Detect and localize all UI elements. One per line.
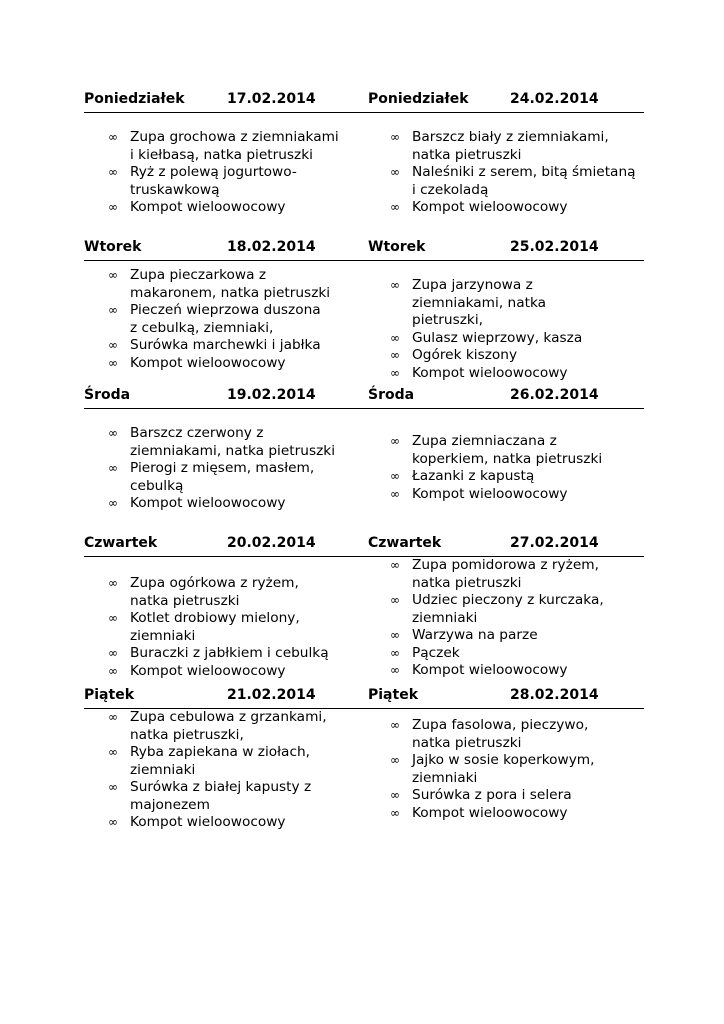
day-date: 19.02.2014	[227, 387, 316, 403]
menu-item: ∞ Kompot wieloowocowy	[108, 662, 286, 679]
day-row-tuesday	[84, 233, 644, 381]
day-header	[84, 529, 644, 557]
infinity-bullet-icon: ∞	[390, 434, 400, 448]
menu-item: ∞ Zupa jarzynowa z ziemniakami, natka pietruszki,	[390, 277, 547, 328]
infinity-bullet-icon: ∞	[390, 348, 400, 362]
menu-item: ∞ Buraczki z jabłkiem i cebulką	[108, 645, 329, 661]
day-row-monday	[84, 85, 644, 233]
infinity-bullet-icon: ∞	[108, 268, 118, 282]
infinity-bullet-icon: ∞	[108, 130, 118, 144]
infinity-bullet-icon: ∞	[108, 200, 118, 214]
infinity-bullet-icon: ∞	[108, 576, 118, 590]
day-name: Czwartek	[84, 535, 158, 551]
menu-item: ∞ Naleśniki z serem, bitą śmietaną i czekoladą	[390, 164, 636, 198]
infinity-bullet-icon: ∞	[390, 753, 400, 767]
day-menu-body	[84, 709, 644, 839]
menu-item: ∞ Surówka marchewki i jabłka	[108, 337, 321, 353]
day-row-thursday	[84, 529, 644, 681]
day-date: 20.02.2014	[227, 535, 316, 551]
menu-item: ∞ Warzywa na parze	[390, 627, 538, 643]
infinity-bullet-icon: ∞	[390, 558, 400, 572]
infinity-bullet-icon: ∞	[108, 745, 118, 759]
infinity-bullet-icon: ∞	[108, 303, 118, 317]
day-header	[84, 681, 644, 709]
infinity-bullet-icon: ∞	[390, 365, 400, 380]
day-header	[84, 381, 644, 409]
menu-column-right	[366, 557, 636, 680]
menu-item: ∞ Gulasz wieprzowy, kasza	[390, 329, 583, 346]
menu-item: ∞ Ryba zapiekana w ziołach, ziemniaki	[108, 744, 310, 778]
day-menu-body	[84, 557, 644, 681]
infinity-bullet-icon: ∞	[108, 496, 118, 510]
menu-table	[84, 85, 644, 839]
infinity-bullet-icon: ∞	[108, 461, 118, 475]
day-menu-body	[84, 261, 644, 381]
day-row-friday	[84, 681, 644, 839]
infinity-bullet-icon: ∞	[108, 426, 118, 440]
menu-column-right	[366, 433, 636, 503]
day-date: 27.02.2014	[510, 535, 599, 551]
infinity-bullet-icon: ∞	[108, 611, 118, 625]
menu-column-left	[84, 425, 354, 513]
infinity-bullet-icon: ∞	[390, 788, 400, 802]
menu-item: ∞ Udziec pieczony z kurczaka, ziemniaki	[390, 592, 604, 626]
day-name: Środa	[84, 387, 131, 403]
menu-column-right	[366, 129, 636, 217]
infinity-bullet-icon: ∞	[108, 780, 118, 794]
day-header	[84, 233, 644, 261]
menu-item: ∞ Zupa fasolowa, pieczywo, natka pietruszki	[390, 717, 589, 751]
infinity-bullet-icon: ∞	[108, 338, 118, 352]
menu-item: ∞ Zupa pomidorowa z ryżem, natka pietruszki	[390, 557, 599, 591]
infinity-bullet-icon: ∞	[390, 165, 400, 179]
infinity-bullet-icon: ∞	[108, 355, 118, 370]
menu-item: ∞ Jajko w sosie koperkowym, ziemniaki	[390, 752, 595, 786]
day-date: 28.02.2014	[510, 687, 599, 703]
infinity-bullet-icon: ∞	[390, 200, 400, 214]
day-row-wednesday	[84, 381, 644, 529]
menu-item: ∞ Surówka z pora i selera	[390, 787, 572, 803]
menu-item: ∞ Kompot wieloowocowy	[390, 804, 568, 821]
infinity-bullet-icon: ∞	[108, 815, 118, 829]
day-header	[84, 85, 644, 113]
menu-item: ∞ Zupa grochowa z ziemniakami i kiełbasą, natka pietruszki	[108, 129, 339, 163]
day-menu-body	[84, 409, 644, 529]
menu-item: ∞ Pączek	[390, 644, 460, 661]
day-name: Piątek	[84, 687, 135, 703]
infinity-bullet-icon: ∞	[390, 469, 400, 483]
menu-item: ∞ Kompot wieloowocowy	[390, 485, 568, 502]
infinity-bullet-icon: ∞	[108, 710, 118, 724]
menu-item: ∞ Kompot wieloowocowy	[390, 199, 568, 215]
day-date: 24.02.2014	[510, 91, 599, 107]
infinity-bullet-icon: ∞	[390, 645, 400, 660]
menu-item: ∞ Kompot wieloowocowy	[390, 364, 568, 381]
infinity-bullet-icon: ∞	[390, 593, 400, 607]
day-name: Środa	[368, 387, 415, 403]
menu-column-left	[84, 129, 354, 217]
day-date: 17.02.2014	[227, 91, 316, 107]
menu-item: ∞ Ryż z polewą jogurtowo-truskawkową	[108, 164, 297, 198]
infinity-bullet-icon: ∞	[108, 663, 118, 678]
infinity-bullet-icon: ∞	[390, 486, 400, 501]
menu-column-right	[366, 717, 636, 822]
menu-column-left	[84, 267, 354, 372]
day-date: 25.02.2014	[510, 239, 599, 255]
menu-item: ∞ Zupa ogórkowa z ryżem, natka pietruszki	[108, 575, 299, 609]
day-name: Piątek	[368, 687, 419, 703]
menu-column-right	[366, 277, 636, 382]
menu-column-left	[84, 709, 354, 832]
infinity-bullet-icon: ∞	[390, 330, 400, 345]
menu-item: ∞ Kotlet drobiowy mielony, ziemniaki	[108, 610, 300, 644]
menu-item: ∞ Barszcz czerwony z ziemniakami, natka pietruszki	[108, 425, 335, 459]
menu-item: ∞ Kompot wieloowocowy	[108, 495, 286, 511]
menu-item: ∞ Pieczeń wieprzowa duszona z cebulką, ziemniaki,	[108, 302, 321, 336]
day-menu-body	[84, 113, 644, 233]
day-date: 18.02.2014	[227, 239, 316, 255]
day-name: Wtorek	[84, 239, 142, 255]
menu-item: ∞ Zupa pieczarkowa z makaronem, natka pietruszki	[108, 267, 331, 301]
menu-item: ∞ Barszcz biały z ziemniakami, natka pietruszki	[390, 129, 609, 163]
infinity-bullet-icon: ∞	[390, 628, 400, 642]
infinity-bullet-icon: ∞	[390, 718, 400, 732]
menu-item: ∞ Pierogi z mięsem, masłem, cebulką	[108, 460, 315, 494]
infinity-bullet-icon: ∞	[390, 278, 400, 292]
menu-item: ∞ Kompot wieloowocowy	[108, 199, 286, 215]
menu-column-left	[84, 575, 354, 680]
day-date: 26.02.2014	[510, 387, 599, 403]
infinity-bullet-icon: ∞	[108, 165, 118, 179]
menu-item: ∞ Zupa ziemniaczana z koperkiem, natka pietruszki	[390, 433, 603, 467]
day-name: Wtorek	[368, 239, 426, 255]
menu-item: ∞ Zupa cebulowa z grzankami, natka pietruszki,	[108, 709, 327, 743]
menu-item: ∞ Surówka z białej kapusty z majonezem	[108, 779, 312, 813]
menu-item: ∞ Ogórek kiszony	[390, 347, 518, 363]
day-date: 21.02.2014	[227, 687, 316, 703]
infinity-bullet-icon: ∞	[390, 130, 400, 144]
day-name: Poniedziałek	[368, 91, 469, 107]
infinity-bullet-icon: ∞	[108, 646, 118, 660]
infinity-bullet-icon: ∞	[390, 805, 400, 820]
menu-item: ∞ Kompot wieloowocowy	[108, 354, 286, 371]
day-name: Czwartek	[368, 535, 442, 551]
day-name: Poniedziałek	[84, 91, 185, 107]
menu-item: ∞ Kompot wieloowocowy	[390, 662, 568, 678]
menu-item: ∞ Łazanki z kapustą	[390, 468, 535, 484]
menu-item: ∞ Kompot wieloowocowy	[108, 814, 286, 830]
infinity-bullet-icon: ∞	[390, 663, 400, 677]
